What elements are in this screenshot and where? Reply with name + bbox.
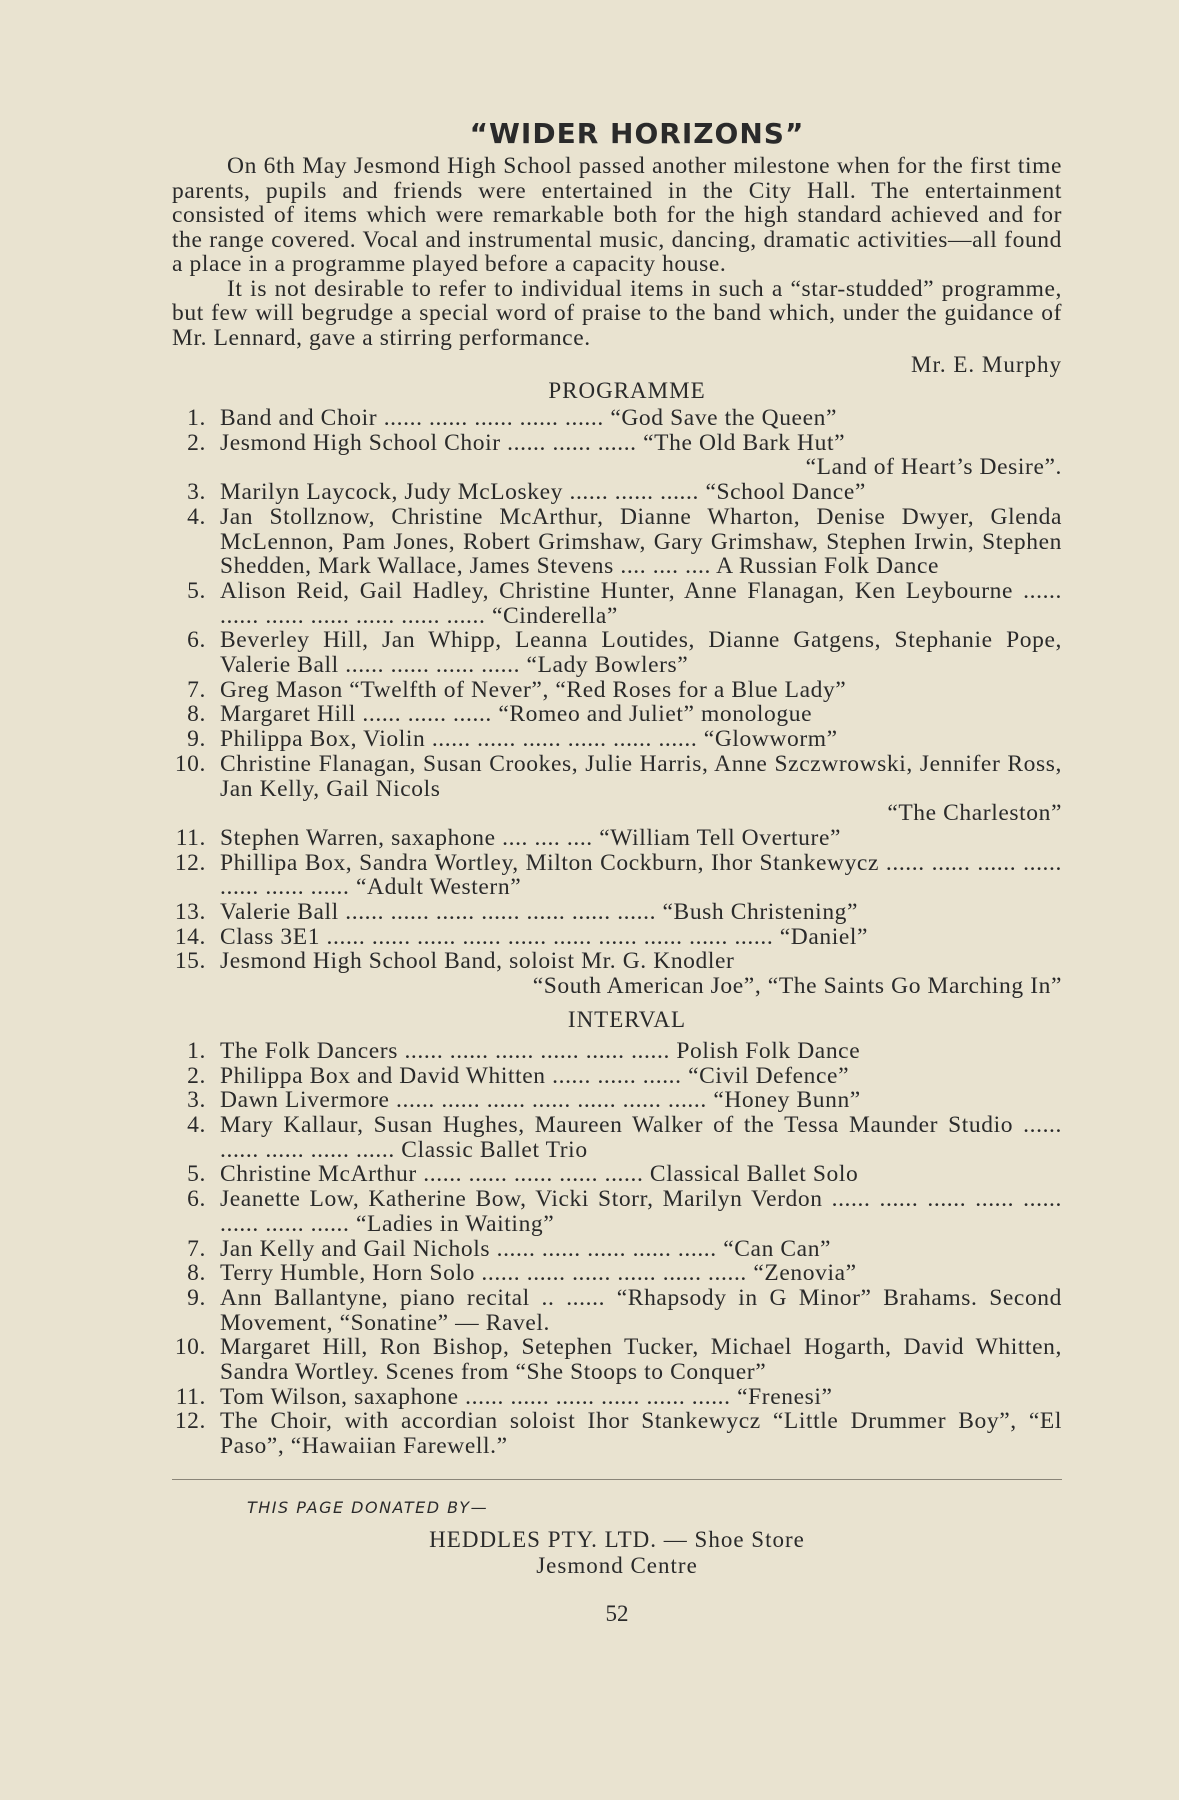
- item-extra-line: “South American Joe”, “The Saints Go Marching In”: [532, 973, 1062, 1000]
- item-number: 1.: [187, 405, 206, 431]
- item-text: Greg Mason “Twelfth of Never”, “Red Roses for a Blue Lady”: [220, 676, 847, 703]
- programme-item: [172, 431, 1062, 480]
- programme-item: [172, 579, 1062, 628]
- interval-item: [172, 1162, 1062, 1187]
- donated-by-label: THIS PAGE DONATED BY—: [247, 1497, 489, 1517]
- interval-item: [172, 1335, 1062, 1384]
- item-text: Valerie Ball ...... ...... ...... ...... ...... ...... ...... “Bush Christening”: [220, 899, 859, 926]
- item-number: 4.: [187, 503, 206, 530]
- item-number: 3.: [187, 479, 206, 506]
- programme-item: [172, 826, 1062, 851]
- item-number: 2.: [187, 1062, 206, 1089]
- item-number: 11.: [175, 1383, 206, 1410]
- item-number: 1.: [187, 1037, 206, 1064]
- item-text: Jesmond High School Choir ...... ...... ...... “The Old Bark Hut”: [220, 429, 846, 456]
- interval-item: [172, 1113, 1062, 1162]
- item-number: 5.: [187, 1161, 206, 1188]
- item-text: Christine McArthur ...... ...... ...... ...... ...... Classical Ballet Solo: [220, 1161, 859, 1188]
- item-text: Marilyn Laycock, Judy McLoskey ...... ...... ...... “School Dance”: [220, 479, 866, 506]
- item-text: Christine Flanagan, Susan Crookes, Julie Harris, Anne Szczwrowski, Jennifer Ross, Jan Kelly, Gail Nicols: [220, 750, 1062, 802]
- programme-item: [172, 851, 1062, 900]
- item-number: 9.: [187, 1284, 206, 1311]
- item-text: Tom Wilson, saxaphone ...... ...... ...... ...... ...... ...... “Frenesi”: [220, 1383, 833, 1410]
- item-text: Alison Reid, Gail Hadley, Christine Hunter, Anne Flanagan, Ken Leybourne ...... ...... ...... ...... ...... ...... ...... “Cinderella”: [220, 577, 1062, 629]
- programme-item: [172, 752, 1062, 826]
- programme-item: [172, 406, 1062, 431]
- programme-item: [172, 505, 1062, 579]
- interval-item: [172, 1187, 1062, 1236]
- item-text: The Folk Dancers ...... ...... ...... ...... ...... ...... Polish Folk Dance: [220, 1037, 861, 1064]
- item-text: Jesmond High School Band, soloist Mr. G. Knodler: [220, 948, 735, 975]
- item-number: 10.: [174, 1334, 206, 1361]
- sponsor-name: HEDDLES PTY. LTD. — Shoe Store: [429, 1526, 805, 1552]
- item-text: Dawn Livermore ...... ...... ...... ...... ...... ...... ...... “Honey Bunn”: [220, 1087, 861, 1114]
- programme-item: [172, 949, 1062, 998]
- item-number: 8.: [187, 701, 206, 728]
- page-number: 52: [605, 1600, 629, 1626]
- item-text: Margaret Hill ...... ...... ...... “Romeo and Juliet” monologue: [220, 701, 813, 728]
- item-number: 15.: [174, 948, 206, 975]
- item-text: Philippa Box, Violin ...... ...... ...... ...... ...... ...... “Glowworm”: [220, 726, 838, 753]
- item-text: Band and Choir ...... ...... ...... ...... ...... “God Save the Queen”: [220, 405, 837, 431]
- programme-item: [172, 702, 1062, 727]
- item-text: Jan Stollznow, Christine McArthur, Dianne Wharton, Denise Dwyer, Glenda McLennon, Pam Jones, Robert Grimshaw, Gary Grimshaw, Stephen Irwin, Stephen Shedden, Mark Wallace, James Stevens .... .... .... A Russian Folk Dance: [220, 503, 1062, 580]
- interval-item: [172, 1385, 1062, 1410]
- document-page: [172, 118, 1062, 1627]
- item-extra-line: “Land of Heart’s Desire”.: [805, 454, 1062, 481]
- item-number: 7.: [187, 1235, 206, 1262]
- item-number: 6.: [187, 627, 206, 654]
- item-number: 8.: [187, 1260, 206, 1287]
- item-number: 5.: [187, 577, 206, 604]
- programme-item: [172, 900, 1062, 925]
- interval-item: [172, 1237, 1062, 1262]
- item-number: 9.: [187, 726, 206, 753]
- item-number: 12.: [174, 1408, 206, 1435]
- programme-item: [172, 480, 1062, 505]
- interval-item: [172, 1409, 1062, 1458]
- interval-item: [172, 1286, 1062, 1335]
- item-text: Phillipa Box, Sandra Wortley, Milton Cockburn, Ihor Stankewycz ...... ...... ...... ...... ...... ...... ...... “Adult Western”: [220, 849, 1062, 901]
- sponsor-location: Jesmond Centre: [536, 1552, 698, 1578]
- item-number: 2.: [187, 429, 206, 456]
- programme-item: [172, 925, 1062, 950]
- programme-heading: PROGRAMME: [548, 378, 706, 403]
- item-number: 11.: [175, 824, 206, 851]
- interval-list: [172, 1039, 1062, 1459]
- item-number: 10.: [174, 750, 206, 777]
- item-text: Jeanette Low, Katherine Bow, Vicki Storr, Marilyn Verdon ...... ...... ...... ...... ...... ...... ...... ...... “Ladies in Waiting”: [220, 1186, 1062, 1237]
- item-text: Stephen Warren, saxaphone .... .... .... “William Tell Overture”: [220, 824, 842, 851]
- programme-item: [172, 727, 1062, 752]
- item-number: 4.: [187, 1111, 206, 1138]
- item-number: 12.: [174, 849, 206, 876]
- intro-paragraph: On 6th May Jesmond High School passed another milestone when for the first time parents, pupils and friends were entertained in the City Hall. The entertainment consisted of items which were remarkable both for the high standard achieved and for the range covered. Vocal and instrumental music, dancing, dramatic activities—all found a place in a programme played before a capacity house.: [172, 153, 1062, 277]
- programme-list: [172, 406, 1062, 999]
- item-number: 7.: [187, 676, 206, 703]
- interval-item: [172, 1261, 1062, 1286]
- interval-heading: INTERVAL: [567, 1006, 687, 1032]
- item-extra-line: “The Charleston”: [887, 800, 1062, 827]
- item-text: Ann Ballantyne, piano recital .. ...... “Rhapsody in G Minor” Brahams. Second Movement, “Sonatine” — Ravel.: [220, 1284, 1062, 1336]
- programme-item: [172, 678, 1062, 703]
- item-text: Mary Kallaur, Susan Hughes, Maureen Walker of the Tessa Maunder Studio ...... ...... ...... ...... ...... Classic Ballet Trio: [220, 1111, 1062, 1163]
- item-text: Jan Kelly and Gail Nichols ...... ...... ...... ...... ...... “Can Can”: [220, 1235, 832, 1262]
- author-signature: Mr. E. Murphy: [911, 352, 1062, 377]
- interval-item: [172, 1039, 1062, 1064]
- item-text: Class 3E1 ...... ...... ...... ...... ...... ...... ...... ...... ...... ...... “Daniel”: [220, 923, 869, 950]
- programme-item: [172, 628, 1062, 677]
- praise-paragraph: It is not desirable to refer to individual items in such a “star-studded” programme, but few will begrudge a special word of praise to the band which, under the guidance of Mr. Lennard, gave a stirring performance.: [172, 275, 1062, 351]
- item-text: Margaret Hill, Ron Bishop, Setephen Tucker, Michael Hogarth, David Whitten, Sandra Wortley. Scenes from “She Stoops to Conquer”: [220, 1334, 1062, 1386]
- page-title: “WIDER HORIZONS”: [469, 117, 805, 150]
- item-number: 3.: [187, 1087, 206, 1114]
- interval-item: [172, 1064, 1062, 1089]
- item-number: 14.: [174, 923, 206, 950]
- interval-item: [172, 1088, 1062, 1113]
- footer-divider: [172, 1479, 1062, 1480]
- item-text: Terry Humble, Horn Solo ...... ...... ...... ...... ...... ...... “Zenovia”: [220, 1260, 857, 1287]
- item-number: 13.: [174, 899, 206, 926]
- item-text: The Choir, with accordian soloist Ihor Stankewycz “Little Drummer Boy”, “El Paso”, “Hawaiian Farewell.”: [220, 1408, 1062, 1460]
- item-number: 6.: [187, 1186, 206, 1213]
- item-text: Philippa Box and David Whitten ...... ...... ...... “Civil Defence”: [220, 1062, 850, 1089]
- item-text: Beverley Hill, Jan Whipp, Leanna Loutides, Dianne Gatgens, Stephanie Pope, Valerie Ball ...... ...... ...... ...... “Lady Bowlers”: [220, 627, 1062, 679]
